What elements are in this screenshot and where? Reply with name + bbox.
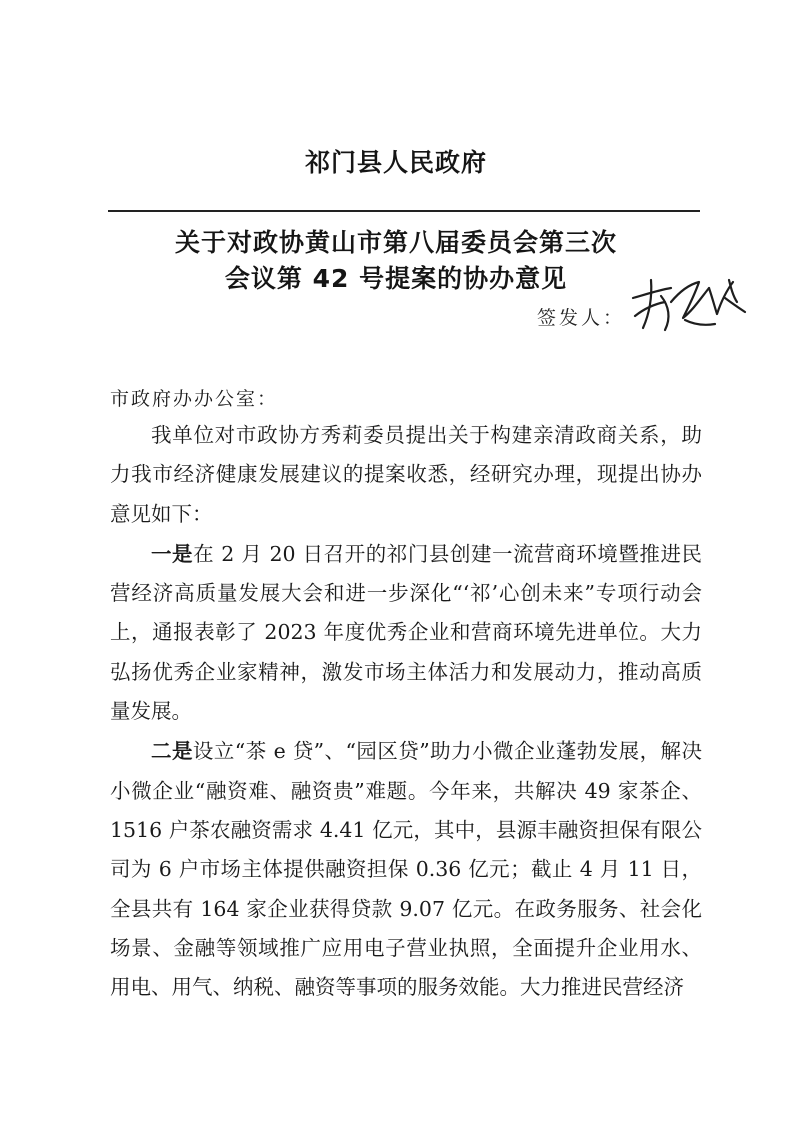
paragraph-text: 在 2 月 20 日召开的祁门县创建一流营商环境暨推进民营经济高质量发展大会和进一步深化“‘祁’心创未来”专项行动会上，通报表彰了 2023 年度优秀企业和营商环境先进单位。大力弘扬优秀企业家精神，激发市场主体活力和发展动力，推动高质量发展。 <box>110 541 702 724</box>
paragraph-lead: 二是 <box>151 739 193 764</box>
body-paragraph <box>110 535 702 731</box>
paragraph-text: 设立“茶 e 贷”、“园区贷”助力小微企业蓬勃发展，解决小微企业“融资难、融资贵”难题。今年来，共解决 49 家茶企、1516 户茶农融资需求 4.41 亿元，其中，县源丰融资担保有限公司为 6 户市场主体提供融资担保 0.36 亿元；截止 4 月 11 日，全县共有 164 家企业获得贷款 9.07 亿元。在政务服务、社会化场景、金融等领域推广应用电子营业执照，全面提升企业用水、用电、用气、纳税、融资等事项的服务效能。大力推进民营经济 <box>110 739 702 1000</box>
document-title-line-2: 会议第 42 号提案的协办意见 <box>224 264 568 293</box>
paragraph-text: 我单位对市政协方秀莉委员提出关于构建亲清政商关系，助力我市经济健康发展建议的提案收悉，经研究办理，现提出协办意见如下： <box>110 423 702 526</box>
issuer-heading: 祁门县人民政府 <box>304 148 487 177</box>
salutation: 市政府办办公室： <box>110 388 279 410</box>
body-text <box>110 416 702 1007</box>
body-paragraph <box>110 732 702 1007</box>
handwritten-signature <box>625 268 760 338</box>
signer-label: 签发人： <box>537 307 626 329</box>
paragraph-lead: 一是 <box>151 541 194 566</box>
document-title-line-1: 关于对政协黄山市第八届委员会第三次 <box>174 228 617 257</box>
header-divider <box>108 210 700 212</box>
body-paragraph <box>110 416 702 534</box>
